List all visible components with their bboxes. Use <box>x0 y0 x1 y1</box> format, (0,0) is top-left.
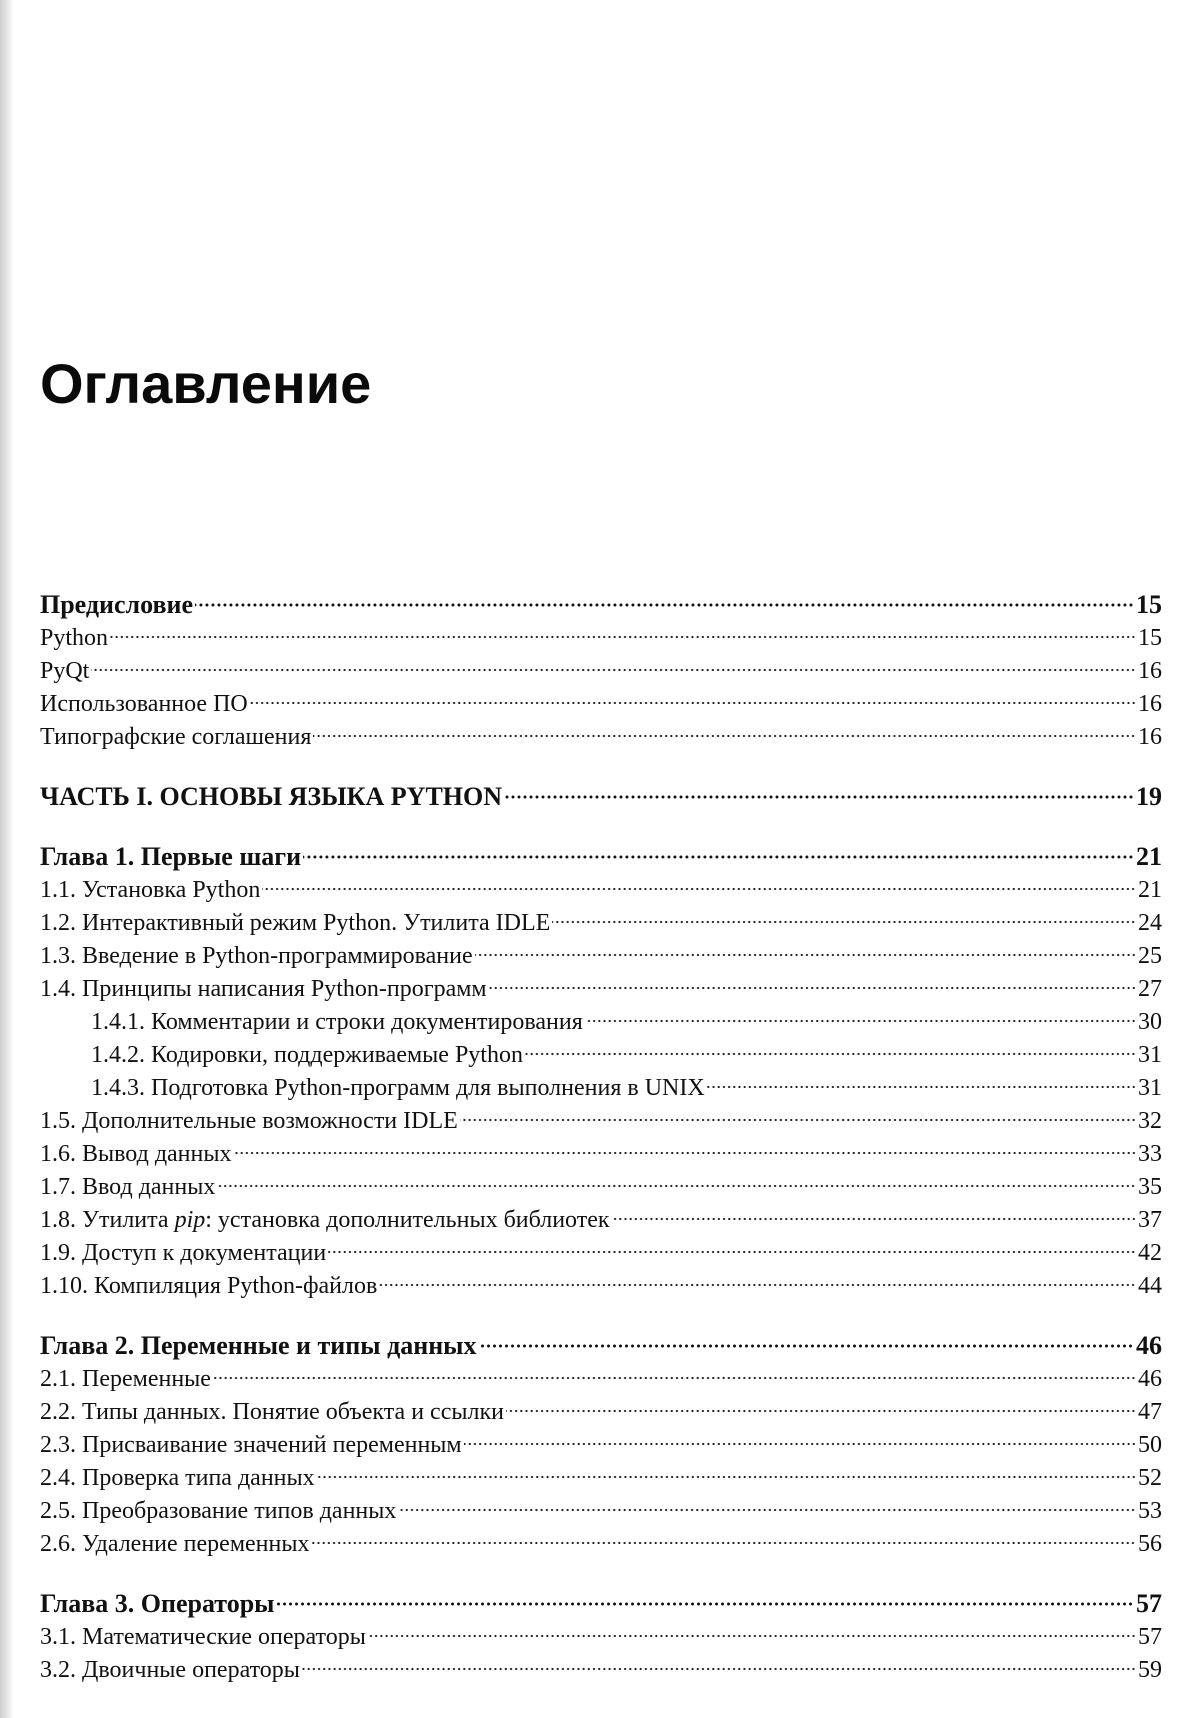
toc-section <box>40 780 1162 814</box>
toc-page-number: 16 <box>1138 691 1162 717</box>
dot-leader <box>234 1151 1137 1155</box>
toc-entry-label: 2.1. Переменные <box>40 1366 211 1392</box>
toc-entry[interactable] <box>40 1039 1162 1072</box>
toc-entry[interactable] <box>40 1237 1162 1270</box>
dot-leader <box>317 1475 1136 1479</box>
toc-entry-label: 1.1. Установка Python <box>40 877 261 903</box>
toc-entry-label <box>40 1204 610 1237</box>
toc-page-number: 31 <box>1138 1042 1162 1068</box>
dot-leader <box>368 1634 1136 1638</box>
toc-page-number: 33 <box>1138 1141 1162 1167</box>
toc-page-number: 27 <box>1138 976 1162 1002</box>
toc-entry[interactable] <box>40 1363 1162 1396</box>
toc-page-number: 56 <box>1138 1531 1162 1557</box>
toc-entry-label: 2.4. Проверка типа данных <box>40 1465 315 1491</box>
toc-entry[interactable] <box>40 1006 1162 1039</box>
dot-leader <box>525 1052 1136 1056</box>
dot-leader <box>612 1217 1136 1221</box>
toc-entry-label: 1.6. Вывод данных <box>40 1141 232 1167</box>
dot-leader <box>302 1667 1136 1671</box>
toc-entry-label: 2.2. Типы данных. Понятие объекта и ссылки <box>40 1399 504 1425</box>
toc-page-number: 24 <box>1138 910 1162 936</box>
dot-leader <box>217 1184 1136 1188</box>
toc-page-number: 46 <box>1136 1331 1162 1360</box>
toc-entry-label: Предисловие <box>40 590 194 619</box>
dot-leader <box>250 701 1136 705</box>
toc-entry-label: 1.10. Компиляция Python-файлов <box>40 1273 378 1299</box>
toc-entry-label: 3.1. Математические операторы <box>40 1624 366 1650</box>
toc-entry[interactable] <box>40 1621 1162 1654</box>
toc-entry[interactable] <box>40 1495 1162 1528</box>
toc-page-number: 21 <box>1136 842 1162 871</box>
toc-entry[interactable] <box>40 940 1162 973</box>
dot-leader <box>475 953 1136 957</box>
dot-leader <box>506 1409 1136 1413</box>
toc-entry-label: 1.7. Ввод данных <box>40 1174 216 1200</box>
toc-entry[interactable] <box>40 1462 1162 1495</box>
toc-page-number: 16 <box>1138 724 1162 750</box>
toc-entry[interactable] <box>40 1204 1162 1237</box>
toc-entry[interactable] <box>40 1396 1162 1429</box>
toc-heading-entry[interactable] <box>40 1587 1162 1621</box>
toc-page-number: 53 <box>1138 1498 1162 1524</box>
toc-entry-label: Типографские соглашения <box>40 724 312 750</box>
toc-entry-label: PyQt <box>40 658 90 684</box>
dot-leader <box>313 734 1136 738</box>
toc-page-number: 44 <box>1138 1273 1162 1299</box>
toc-entry[interactable] <box>40 973 1162 1006</box>
toc-label-prefix: 1.8. Утилита <box>40 1207 175 1233</box>
toc-entry-label: 1.4.3. Подготовка Python-программ для выполнения в UNIX <box>91 1075 705 1101</box>
toc-page-number: 21 <box>1138 877 1162 903</box>
toc-section <box>40 588 1162 754</box>
toc-section <box>40 1329 1162 1561</box>
toc-entry-label: Python <box>40 625 109 651</box>
toc-page-number: 32 <box>1138 1108 1162 1134</box>
toc-label-emphasis: pip <box>174 1207 206 1233</box>
toc-entry[interactable] <box>40 1138 1162 1171</box>
dot-leader <box>504 795 1134 799</box>
toc-page-number: 35 <box>1138 1174 1162 1200</box>
toc-entry[interactable] <box>40 1171 1162 1204</box>
toc-entry-label: 1.9. Доступ к документации <box>40 1240 327 1266</box>
toc-page-number: 52 <box>1138 1465 1162 1491</box>
toc-entry-label: 3.2. Двоичные операторы <box>40 1657 300 1683</box>
toc-entry-label: 1.2. Интерактивный режим Python. Утилита IDLE <box>40 910 551 936</box>
toc-page-number: 37 <box>1138 1207 1162 1233</box>
dot-leader <box>110 635 1136 639</box>
dot-leader <box>276 1602 1134 1606</box>
toc-page-number: 15 <box>1138 625 1162 651</box>
dot-leader <box>478 1344 1134 1348</box>
toc-section <box>40 840 1162 1303</box>
toc-page-number: 25 <box>1138 943 1162 969</box>
toc-page-number: 57 <box>1136 1589 1162 1618</box>
toc-page-number: 50 <box>1138 1432 1162 1458</box>
toc-entry[interactable] <box>40 1072 1162 1105</box>
dot-leader <box>328 1250 1136 1254</box>
toc-entry[interactable] <box>40 688 1162 721</box>
toc-page-number: 16 <box>1138 658 1162 684</box>
dot-leader <box>213 1376 1136 1380</box>
toc-entry[interactable] <box>40 1654 1162 1687</box>
toc-heading-entry[interactable] <box>40 1329 1162 1363</box>
dot-leader <box>311 1541 1136 1545</box>
toc-page-number: 47 <box>1138 1399 1162 1425</box>
toc-entry-label: 1.5. Дополнительные возможности IDLE <box>40 1108 458 1134</box>
toc-entry-label: 2.5. Преобразование типов данных <box>40 1498 397 1524</box>
toc-page-number: 42 <box>1138 1240 1162 1266</box>
toc-heading-entry[interactable] <box>40 780 1162 814</box>
toc-entry-label: 2.6. Удаление переменных <box>40 1531 310 1557</box>
page-edge-shadow <box>0 0 14 1718</box>
toc-heading-entry[interactable] <box>40 840 1162 874</box>
dot-leader <box>262 887 1136 891</box>
toc-entry[interactable] <box>40 622 1162 655</box>
toc-entry[interactable] <box>40 655 1162 688</box>
toc-page-number: 30 <box>1138 1009 1162 1035</box>
dot-leader <box>91 668 1136 672</box>
dot-leader <box>464 1442 1136 1446</box>
toc-entry-label: Использованное ПО <box>40 691 248 717</box>
toc-entry-label: 1.4. Принципы написания Python-программ <box>40 976 487 1002</box>
toc-page-number: 57 <box>1138 1624 1162 1650</box>
toc-entry-label: Глава 2. Переменные и типы данных <box>40 1331 477 1360</box>
toc-page-number: 31 <box>1138 1075 1162 1101</box>
dot-leader <box>303 855 1134 859</box>
toc-entry-label: 1.4.2. Кодировки, поддерживаемые Python <box>91 1042 523 1068</box>
toc-entry[interactable] <box>40 1429 1162 1462</box>
toc-entry-label: Глава 1. Первые шаги <box>40 842 302 871</box>
toc-entry[interactable] <box>40 874 1162 907</box>
toc-entry[interactable] <box>40 1270 1162 1303</box>
dot-leader <box>195 603 1134 607</box>
toc-entry[interactable] <box>40 907 1162 940</box>
table-of-contents <box>40 588 1162 1713</box>
toc-entry[interactable] <box>40 721 1162 754</box>
toc-page-number: 19 <box>1136 782 1162 811</box>
toc-page-number: 15 <box>1136 590 1162 619</box>
toc-page-number: 46 <box>1138 1366 1162 1392</box>
toc-entry-label: 2.3. Присваивание значений переменным <box>40 1432 462 1458</box>
toc-entry-label: Глава 3. Операторы <box>40 1589 275 1618</box>
dot-leader <box>379 1283 1136 1287</box>
dot-leader <box>398 1508 1136 1512</box>
page-title: Оглавление <box>40 352 372 415</box>
dot-leader <box>585 1019 1136 1023</box>
toc-entry-label: ЧАСТЬ I. ОСНОВЫ ЯЗЫКА PYTHON <box>40 782 503 811</box>
toc-section <box>40 1587 1162 1687</box>
dot-leader <box>460 1118 1136 1122</box>
toc-page-number: 59 <box>1138 1657 1162 1683</box>
dot-leader <box>489 986 1136 990</box>
toc-entry-label: 1.3. Введение в Python-программирование <box>40 943 473 969</box>
toc-entry[interactable] <box>40 1528 1162 1561</box>
toc-heading-entry[interactable] <box>40 588 1162 622</box>
dot-leader <box>707 1085 1136 1089</box>
toc-label-suffix: : установка дополнительных библиотек <box>205 1207 610 1233</box>
dot-leader <box>552 920 1136 924</box>
toc-entry-label: 1.4.1. Комментарии и строки документирования <box>91 1009 583 1035</box>
toc-entry[interactable] <box>40 1105 1162 1138</box>
